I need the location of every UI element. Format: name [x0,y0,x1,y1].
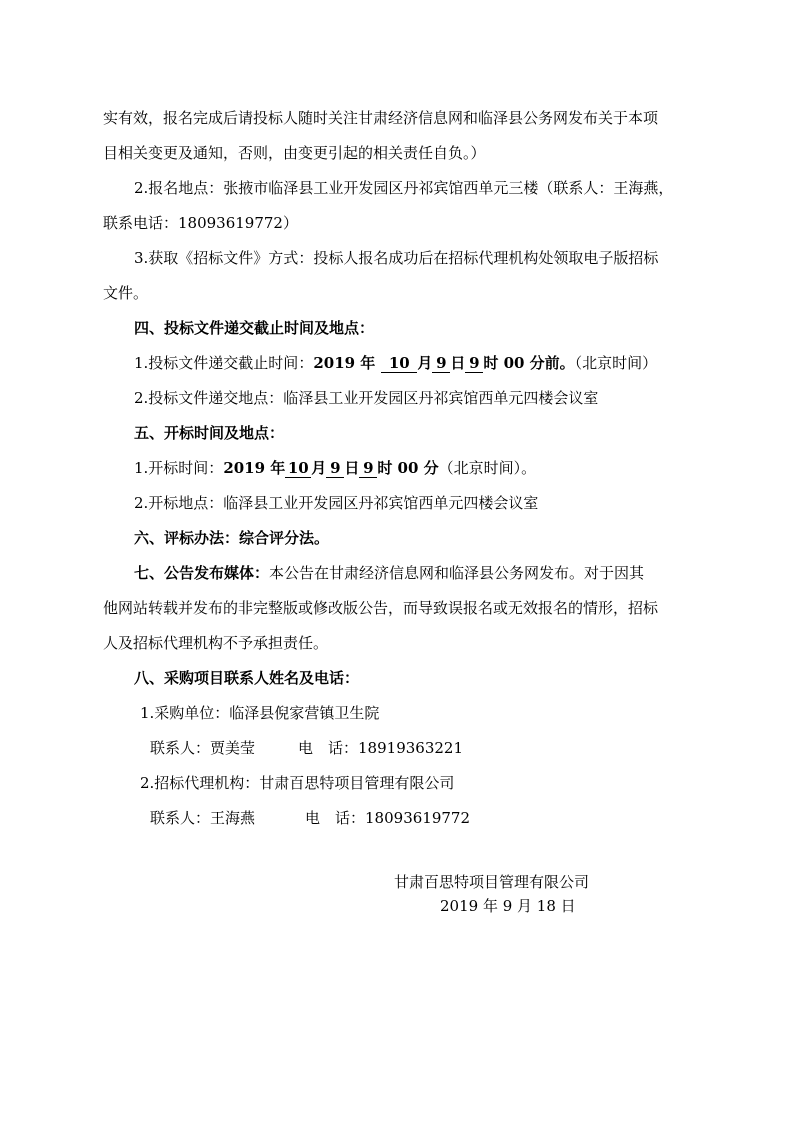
opening-month: 10 [285,459,311,478]
paragraph-line: 人及招标代理机构不予承担责任。 [103,634,329,652]
deadline-time-tail: 时 00 分前。 [483,354,575,372]
opening-time-label: 1.开标时间： [134,459,224,477]
deadline-label: 1.投标文件递交截止时间： [134,354,314,372]
paragraph-line: 实有效，报名完成后请投标人随时关注甘肃经济信息网和临泽县公务网发布关于本项 [103,109,659,127]
contact-phone [305,808,470,828]
deadline-day: 9 [432,354,450,373]
publication-media [134,563,644,583]
submission-deadline [134,353,657,373]
opening-time-tail: 时 00 分 [377,459,439,477]
opening-hour: 9 [359,459,377,478]
paragraph-line: 他网站转载并发布的非完整版或修改版公告，而导致误报名或无效报名的情形，招标 [103,599,659,617]
phone-label: 电 话： [305,809,366,827]
phone-number: 18093619772 [365,809,470,827]
paragraph-line: 文件。 [103,284,149,302]
paragraph-line: 联系电话：18093619772） [103,214,298,232]
issue-date: 2019 年 9 月 18 日 [440,897,576,915]
purchasing-unit: 1.采购单位：临泽县倪家营镇卫生院 [140,704,380,722]
issuer-company: 甘肃百思特项目管理有限公司 [394,873,590,891]
publication-text: 本公告在甘肃经济信息网和临泽县公务网发布。对于因其 [269,564,645,582]
section-heading: 八、采购项目联系人姓名及电话： [134,669,360,687]
beijing-time-note: （北京时间） [574,354,658,372]
phone-number: 18919363221 [358,739,463,757]
deadline-year: 2019 年 [313,354,376,372]
deadline-hour: 9 [465,354,483,373]
contact-person: 联系人：贾美莹 [150,739,256,757]
opening-location: 2.开标地点：临泽县工业开发园区丹祁宾馆西单元四楼会议室 [134,494,539,512]
obtain-document-method: 3.获取《招标文件》方式：投标人报名成功后在招标代理机构处领取电子版招标 [134,249,659,267]
registration-location: 2.报名地点：张掖市临泽县工业开发园区丹祁宾馆西单元三楼（联系人：王海燕， [134,179,674,197]
contact-person: 联系人：王海燕 [150,809,256,827]
deadline-month-unit: 月 [417,354,433,372]
opening-time [134,458,536,478]
opening-year: 2019 年 [223,459,286,477]
submission-location: 2.投标文件递交地点：临泽县工业开发园区丹祁宾馆西单元四楼会议室 [134,389,599,407]
opening-month-unit: 月 [311,459,327,477]
contact-phone [298,738,463,758]
beijing-time-note: （北京时间）。 [438,459,537,477]
section-heading: 五、开标时间及地点： [134,424,285,442]
paragraph-line: 目相关变更及通知，否则，由变更引起的相关责任自负。） [103,144,486,162]
phone-label: 电 话： [298,739,359,757]
opening-day-unit: 日 [344,459,360,477]
section-heading: 六、评标办法：综合评分法。 [134,529,330,547]
tender-agency: 2.招标代理机构：甘肃百思特项目管理有限公司 [140,774,455,792]
deadline-day-unit: 日 [450,354,466,372]
deadline-month: 10 [381,354,417,373]
opening-day: 9 [326,459,344,478]
section-heading: 四、投标文件递交截止时间及地点： [134,319,375,337]
section-label: 七、公告发布媒体： [134,564,270,582]
